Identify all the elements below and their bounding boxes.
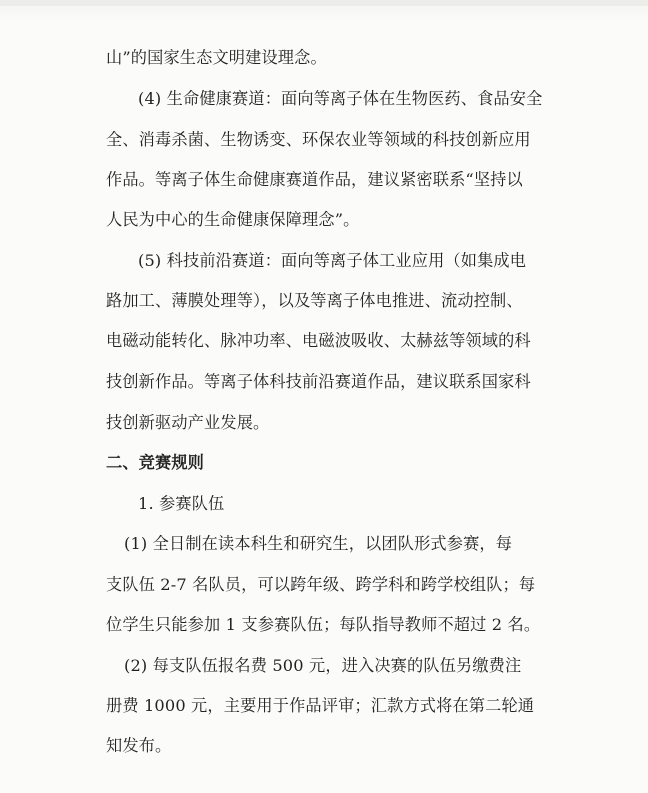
text-line-14: 支队伍 2-7 名队员，可以跨年级、跨学科和跨学校组队；每 [106, 575, 536, 594]
text-line-16: (2) 每支队伍报名费 500 元，进入决赛的队伍另缴费注 [124, 656, 522, 675]
subheading-teams: 1. 参赛队伍 [138, 494, 225, 513]
section-heading: 二、竞赛规则 [106, 453, 205, 472]
text-line-5: 人民为中心的生命健康保障理念”。 [106, 210, 360, 229]
text-line-18: 知发布。 [106, 736, 172, 755]
text-line-9: 技创新作品。等离子体科技前沿赛道作品，建议联系国家科 [106, 372, 531, 391]
text-line-7: 路加工、薄膜处理等），以及等离子体电推进、流动控制、 [106, 291, 523, 310]
text-line-3: 全、消毒杀菌、生物诱变、环保农业等领域的科技创新应用 [106, 130, 531, 149]
text-line-4: 作品。等离子体生命健康赛道作品，建议紧密联系“坚持以 [106, 170, 523, 189]
text-line-15: 位学生只能参加 1 支参赛队伍；每队指导教师不超过 2 名。 [106, 615, 541, 634]
text-line-17: 册费 1000 元，主要用于作品评审；汇款方式将在第二轮通 [106, 696, 535, 715]
text-line-13: (1) 全日制在读本科生和研究生，以团队形式参赛，每 [124, 534, 513, 553]
scan-edge [0, 0, 648, 6]
text-line-6: (5) 科技前沿赛道：面向等离子体工业应用（如集成电 [138, 251, 527, 270]
text-line-10: 技创新驱动产业发展。 [106, 413, 270, 432]
text-line-8: 电磁动能转化、脉冲功率、电磁波吸收、太赫兹等领域的科 [106, 331, 531, 350]
text-line-2: (4) 生命健康赛道：面向等离子体在生物医药、食品安全 [138, 89, 543, 108]
text-line-1: 山”的国家生态文明建设理念。 [106, 48, 327, 67]
